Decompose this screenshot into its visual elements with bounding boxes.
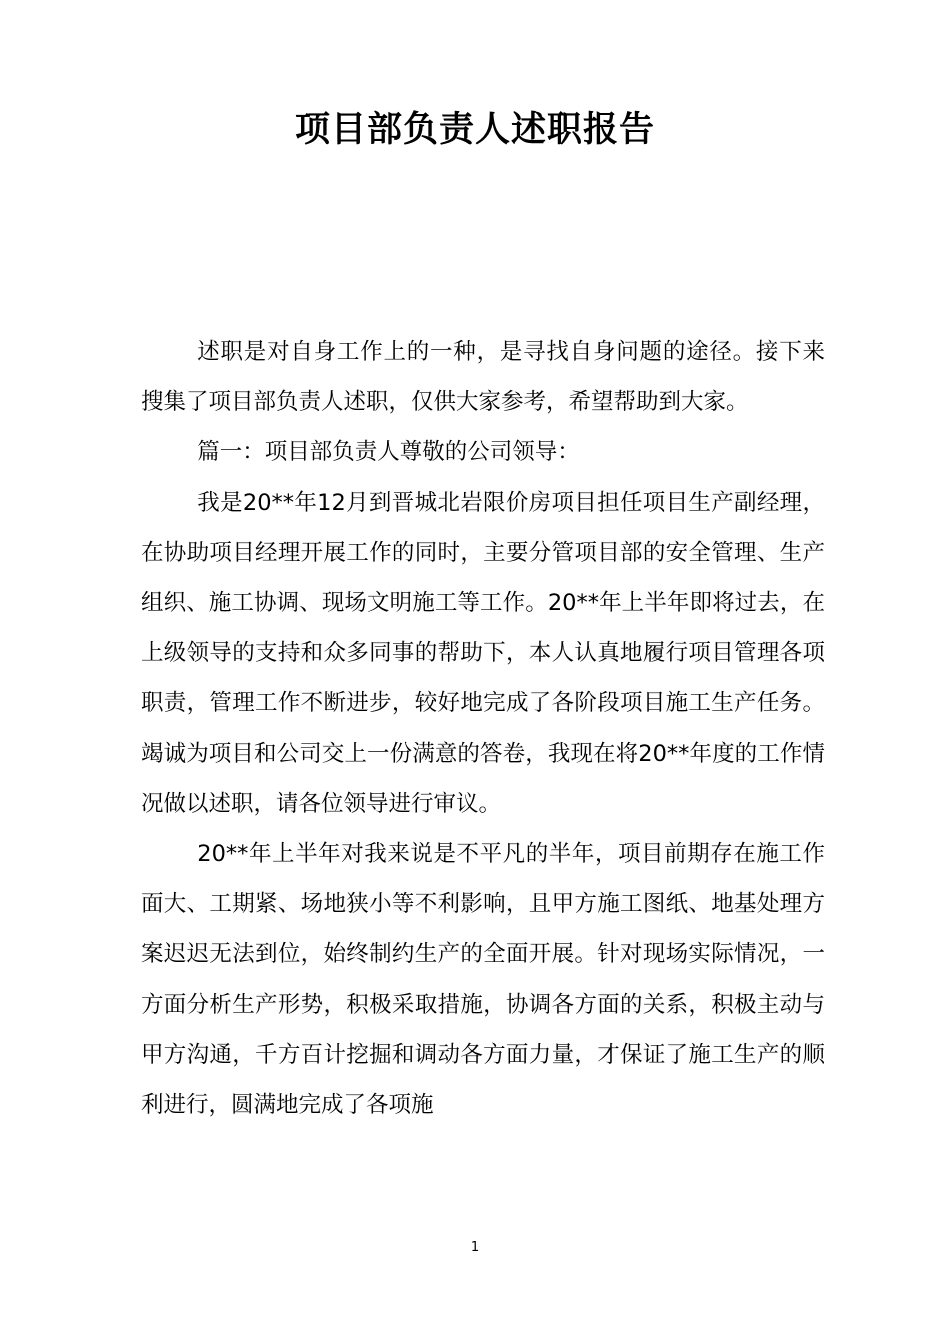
document-title: 项目部负责人述职报告 [294,110,655,150]
paragraph-heading: 篇一：项目部负责人尊敬的公司领导： [197,439,580,466]
document-body [141,327,825,1130]
paragraph-intro: 述职是对自身工作上的一种，是寻找自身问题的途径。接下来搜集了项目部负责人述职，仅供大家参考，希望帮助到大家。 [141,339,825,416]
page-number: 1 [470,1240,480,1255]
paragraph-review: 20**年上半年对我来说是不平凡的半年，项目前期存在施工作面大、工期紧、场地狭小等不利影响，且甲方施工图纸、地基处理方案迟迟无法到位，始终制约生产的全面开展。针对现场实际情况，一方面分析生产形势，积极采取措施，协调各方面的关系，积极主动与甲方沟通，千方百计挖掘和调动各方面力量，才保证了施工生产的顺利进行，圆满地完成了各项施 [141,841,825,1119]
paragraph-report: 我是20**年12月到晋城北岩限价房项目担任项目生产副经理，在协助项目经理开展工作的同时，主要分管项目部的安全管理、生产组织、施工协调、现场文明施工等工作。20**年上半年即将过去，在上级领导的支持和众多同事的帮助下，本人认真地履行项目管理各项职责，管理工作不断进步，较好地完成了各阶段项目施工生产任务。竭诚为项目和公司交上一份满意的答卷，我现在将20**年度的工作情况做以述职，请各位领导进行审议。 [141,489,825,817]
